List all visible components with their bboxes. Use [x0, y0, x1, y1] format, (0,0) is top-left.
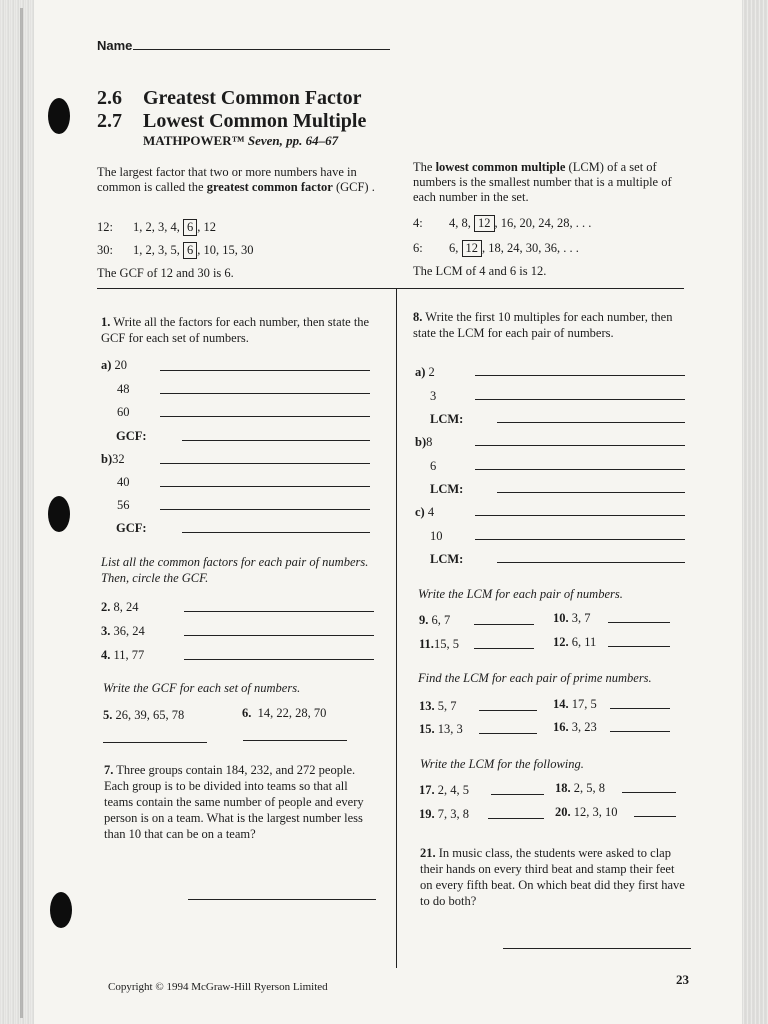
q4-answer-line[interactable]: [184, 659, 374, 660]
q8b-lcm-answer-line[interactable]: [497, 492, 685, 493]
question-12: 12. 6, 11: [553, 635, 597, 649]
question-10: 10. 3, 7: [553, 611, 591, 625]
question-5: 5. 26, 39, 65, 78: [103, 708, 185, 722]
question-6: 6. 14, 22, 28, 70: [242, 706, 327, 720]
q8c-10-answer-line[interactable]: [475, 539, 685, 540]
q1b-gcf-label: GCF:: [116, 521, 147, 535]
question-3: 3. 36, 24: [101, 624, 145, 638]
q21-answer-line[interactable]: [503, 948, 691, 949]
q8b-number: 6: [430, 459, 437, 473]
q1a-20-answer-line[interactable]: [160, 370, 370, 371]
q8a-lcm-answer-line[interactable]: [497, 422, 685, 423]
q14-answer-line[interactable]: [610, 708, 670, 709]
question-18: 18. 2, 5, 8: [555, 781, 605, 795]
question-9: 9. 6, 7: [419, 613, 451, 627]
q6-answer-line[interactable]: [243, 740, 347, 741]
question-8: 8. Write the first 10 multiples for each number, then state the LCM for each pair of numbers.: [413, 310, 673, 340]
gcf-example-12: 12: 1, 2, 3, 4, 6 , 12: [97, 220, 216, 234]
q3-answer-line[interactable]: [184, 635, 374, 636]
q8b-lcm-label: LCM:: [430, 482, 464, 496]
q1a-label: a) 20: [101, 358, 128, 372]
q8c-lcm-answer-line[interactable]: [497, 562, 685, 563]
page-number: 23: [676, 972, 689, 987]
name-field[interactable]: [133, 49, 390, 50]
q8c-label: c) 4: [415, 505, 435, 519]
q8b-8-answer-line[interactable]: [475, 445, 685, 446]
q12-answer-line[interactable]: [608, 646, 670, 647]
lcm-example-6: 6: 6, 12 , 18, 24, 30, 36, . . .: [413, 241, 579, 255]
q1b-number: 40: [117, 475, 130, 489]
q9-answer-line[interactable]: [474, 624, 534, 625]
source-reference: MATHPOWER™ Seven, pp. 64–67: [143, 133, 339, 148]
q8a-number: 3: [430, 389, 437, 403]
title-lcm: 2.7 Lowest Common Multiple: [97, 110, 367, 132]
q11-answer-line[interactable]: [474, 648, 534, 649]
q8a-label: a) 2: [415, 365, 435, 379]
q17-answer-line[interactable]: [491, 794, 544, 795]
q15-answer-line[interactable]: [479, 733, 537, 734]
question-19: 19. 7, 3, 8: [419, 807, 469, 821]
q8b-6-answer-line[interactable]: [475, 469, 685, 470]
q8a-lcm-label: LCM:: [430, 412, 464, 426]
q1a-48-answer-line[interactable]: [160, 393, 370, 394]
q1b-56-answer-line[interactable]: [160, 509, 370, 510]
q18-answer-line[interactable]: [622, 792, 676, 793]
question-4: 4. 11, 77: [101, 648, 145, 662]
question-7: 7. Three groups contain 184, 232, and 272 people. Each group is to be divided into teams so that all teams contain the same number of people and every person is on a team. What is the largest number less than 10 that can be on a team?: [104, 763, 364, 841]
gcf-example-30: 30: 1, 2, 3, 5, 6 , 10, 15, 30: [97, 243, 254, 257]
copyright: Copyright © 1994 McGraw-Hill Ryerson Limited: [108, 981, 328, 993]
lcm-example-4: 4: 4, 8, 12 , 16, 20, 24, 28, . . .: [413, 216, 592, 230]
lcm-conclusion: The LCM of 4 and 6 is 12.: [413, 264, 547, 278]
q1a-gcf-answer-line[interactable]: [182, 440, 370, 441]
q1b-32-answer-line[interactable]: [160, 463, 370, 464]
q5-answer-line[interactable]: [103, 742, 207, 743]
instruction-gcf-sets: Write the GCF for each set of numbers.: [103, 681, 301, 695]
q1b-gcf-answer-line[interactable]: [182, 532, 370, 533]
question-13: 13. 5, 7: [419, 699, 457, 713]
q1b-label: b)32: [101, 452, 125, 466]
q13-answer-line[interactable]: [479, 710, 537, 711]
instruction-common-factors: List all the common factors for each pair of numbers. Then, circle the GCF.: [101, 555, 369, 585]
question-20: 20. 12, 3, 10: [555, 805, 618, 819]
column-divider: [396, 288, 397, 968]
q7-answer-line[interactable]: [188, 899, 376, 900]
q1a-gcf-label: GCF:: [116, 429, 147, 443]
title-gcf: 2.6 Greatest Common Factor: [97, 87, 362, 109]
question-17: 17. 2, 4, 5: [419, 783, 469, 797]
section-divider: [97, 288, 684, 289]
q1a-60-answer-line[interactable]: [160, 416, 370, 417]
gcf-definition: The largest factor that two or more numbers have in common is called the greatest common factor (GCF) .: [97, 165, 375, 194]
q1b-40-answer-line[interactable]: [160, 486, 370, 487]
q8b-label: b)8: [415, 435, 433, 449]
question-14: 14. 17, 5: [553, 697, 597, 711]
name-label: Name: [97, 38, 133, 53]
q2-answer-line[interactable]: [184, 611, 374, 612]
q1a-number: 48: [117, 382, 130, 396]
q1a-number: 60: [117, 405, 130, 419]
question-1: 1. Write all the factors for each number, then state the GCF for each set of numbers.: [101, 315, 370, 345]
q8a-3-answer-line[interactable]: [475, 399, 685, 400]
question-11: 11.15, 5: [419, 637, 459, 651]
q20-answer-line[interactable]: [634, 816, 676, 817]
q8c-lcm-label: LCM:: [430, 552, 464, 566]
question-15: 15. 13, 3: [419, 722, 463, 736]
q8c-4-answer-line[interactable]: [475, 515, 685, 516]
lcm-definition: The lowest common multiple (LCM) of a set of numbers is the smallest number that is a multiple of each number in the set.: [413, 160, 672, 204]
q8c-number: 10: [430, 529, 443, 543]
question-2: 2. 8, 24: [101, 600, 139, 614]
question-16: 16. 3, 23: [553, 720, 597, 734]
q1b-number: 56: [117, 498, 130, 512]
instruction-lcm-pairs: Write the LCM for each pair of numbers.: [418, 587, 623, 601]
gcf-conclusion: The GCF of 12 and 30 is 6.: [97, 266, 234, 280]
q16-answer-line[interactable]: [610, 731, 670, 732]
q10-answer-line[interactable]: [608, 622, 670, 623]
q8a-2-answer-line[interactable]: [475, 375, 685, 376]
question-21: 21. In music class, the students were asked to clap their hands on every third beat and stamp their feet on every fifth beat. On which beat did they first have to do both?: [420, 846, 685, 908]
instruction-lcm-following: Write the LCM for the following.: [420, 757, 584, 771]
q19-answer-line[interactable]: [488, 818, 544, 819]
instruction-lcm-primes: Find the LCM for each pair of prime numbers.: [418, 671, 652, 685]
